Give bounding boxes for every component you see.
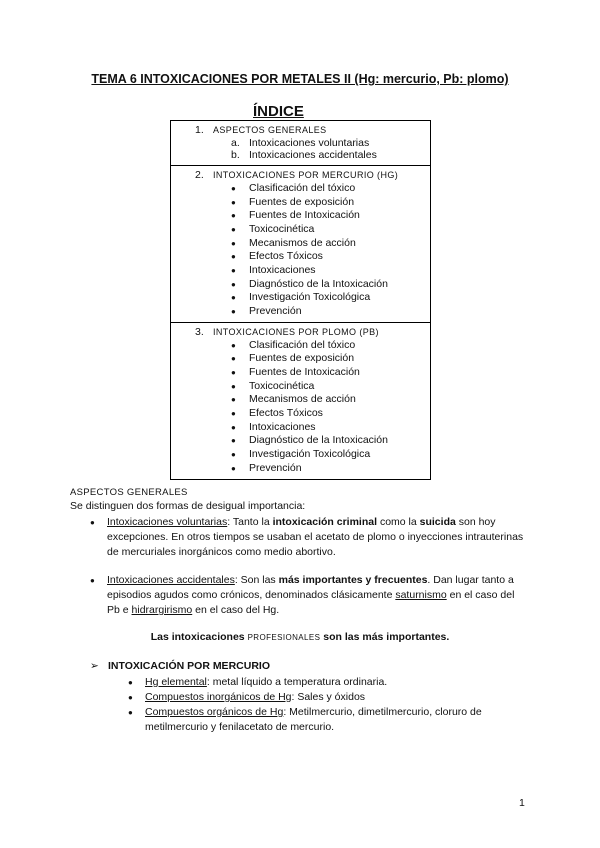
toc-item-list <box>171 339 430 476</box>
text-run: : metal líquido a temperatura ordinaria. <box>206 676 388 688</box>
toc-item <box>171 209 430 223</box>
toc-item-text: Investigación Toxicológica <box>249 448 371 461</box>
bullet-icon: ● <box>231 224 236 234</box>
bullet-icon: ● <box>231 211 236 221</box>
term: Intoxicaciones voluntarias <box>107 516 228 528</box>
toc-item <box>171 250 430 264</box>
bullet-icon: ● <box>231 279 236 289</box>
toc-section-number: 2. <box>195 169 204 182</box>
toc-item <box>171 407 430 421</box>
toc-item-text: Intoxicaciones <box>249 420 316 433</box>
toc-item <box>171 380 430 394</box>
index-title: ÍNDICE <box>253 103 304 120</box>
toc-item-text: Mecanismos de acción <box>249 393 356 406</box>
bullet-icon: ● <box>231 252 236 262</box>
bullet-icon: ● <box>231 367 236 377</box>
toc-item-text: Fuentes de exposición <box>249 195 355 208</box>
toc-section-label: INTOXICACIONES POR MERCURIO (HG) <box>213 170 399 181</box>
toc-item-text: Intoxicaciones <box>249 264 316 277</box>
bullet-icon: ● <box>128 693 133 702</box>
arrow-bullet-icon: ➢ <box>90 660 99 672</box>
bullet-icon: ● <box>231 266 236 276</box>
toc-item-text: Clasificación del tóxico <box>249 181 356 194</box>
toc-item <box>171 278 430 292</box>
toc-item <box>171 237 430 251</box>
toc-item-text: Intoxicaciones accidentales <box>249 149 377 162</box>
profesionales-note <box>0 631 600 643</box>
toc-item-text: Investigación Toxicológica <box>249 291 371 304</box>
table-of-contents <box>170 120 431 480</box>
toc-item-text: Fuentes de Intoxicación <box>249 365 360 378</box>
text-run: como la <box>377 516 420 528</box>
toc-section-2 <box>171 165 430 322</box>
toc-section-label: ASPECTOS GENERALES <box>213 125 327 135</box>
bullet-icon: ● <box>231 436 236 446</box>
list-item <box>128 675 508 690</box>
toc-item <box>171 264 430 278</box>
term: Compuestos inorgánicos de Hg <box>145 691 292 703</box>
page-number: 1 <box>519 797 525 809</box>
text-run: son las más importantes. <box>320 631 450 643</box>
document-title: TEMA 6 INTOXICACIONES POR METALES II (Hg: mercurio, Pb: plomo) <box>91 72 509 86</box>
bullet-icon: ● <box>231 381 236 391</box>
text-run: en el caso del Pb e <box>107 589 515 616</box>
toc-section-heading <box>171 326 430 339</box>
toc-item-marker: b. <box>231 149 240 162</box>
term: Compuestos orgánicos de Hg <box>145 706 284 718</box>
toc-item <box>171 305 430 319</box>
toc-item-text: Clasificación del tóxico <box>249 338 356 351</box>
bullet-text <box>107 515 530 560</box>
text-run: Las intoxicaciones <box>150 631 248 643</box>
toc-item <box>171 223 430 237</box>
toc-item-text: Prevención <box>249 461 302 474</box>
toc-section-number: 3. <box>195 325 204 338</box>
toc-item-text: Mecanismos de acción <box>249 236 356 249</box>
text-run: : Son las <box>234 574 279 586</box>
toc-item <box>171 421 430 435</box>
toc-item-text: Intoxicaciones voluntarias <box>249 136 370 149</box>
text-run: : Metilmercurio, dimetilmercurio, cloruro de metilmercurio y fenilacetato de mercurio. <box>145 706 482 733</box>
bold-run: más importantes y frecuentes <box>278 574 428 586</box>
toc-item-text: Fuentes de Intoxicación <box>249 209 360 222</box>
toc-item <box>171 448 430 462</box>
bullet-icon: ● <box>128 678 133 687</box>
list-item <box>128 705 508 735</box>
bullet-icon: ● <box>231 422 236 432</box>
toc-item <box>171 182 430 196</box>
toc-item <box>171 352 430 366</box>
bullet-icon: ● <box>231 183 236 193</box>
small-caps-run: PROFESIONALES <box>247 633 321 642</box>
text-run: : Sales y óxidos <box>291 691 366 703</box>
bullet-icon: ● <box>231 340 236 350</box>
toc-item-text: Diagnóstico de la Intoxicación <box>249 434 388 447</box>
toc-item-marker: a. <box>231 136 240 149</box>
toc-item <box>171 137 430 150</box>
underlined-run: saturnismo <box>395 589 447 601</box>
bold-run: suicida <box>419 516 456 528</box>
underlined-run: hidrargirismo <box>131 604 193 616</box>
bullet-icon: ● <box>231 409 236 419</box>
text-run: . Dan lugar tanto a episodios agudos como crónicos, denominados clásicamente <box>107 574 514 601</box>
bullet-voluntarias <box>90 515 530 560</box>
text-run: son hoy excepciones. En otros tiempos se usaban el acetato de plomo o inyecciones intrauterinas de mercuriales inorgánicos como medio abortivo. <box>107 516 524 558</box>
term: Intoxicaciones accidentales <box>107 574 235 586</box>
toc-section-number: 1. <box>195 124 204 136</box>
mercurio-list <box>128 675 508 735</box>
toc-item <box>171 339 430 353</box>
toc-item-list <box>171 182 430 319</box>
toc-section-1 <box>171 121 430 165</box>
toc-item <box>171 291 430 305</box>
toc-section-heading <box>171 169 430 182</box>
bullet-icon: ● <box>231 293 236 303</box>
toc-item-text: Efectos Tóxicos <box>249 407 323 420</box>
bullet-icon: ● <box>231 395 236 405</box>
toc-item <box>171 462 430 476</box>
toc-item-text: Prevención <box>249 305 302 318</box>
bullet-icon: ● <box>231 354 236 364</box>
toc-item <box>171 434 430 448</box>
bullet-accidentales <box>90 573 530 618</box>
bullet-icon: ● <box>90 518 95 527</box>
bullet-icon: ● <box>231 450 236 460</box>
toc-item-text: Toxicocinética <box>249 222 315 235</box>
mercurio-heading <box>90 660 270 672</box>
toc-item-text: Fuentes de exposición <box>249 352 355 365</box>
section-heading: ASPECTOS GENERALES <box>70 487 188 498</box>
list-item <box>128 690 508 705</box>
toc-item-text: Diagnóstico de la Intoxicación <box>249 277 388 290</box>
toc-section-heading <box>171 124 430 137</box>
toc-item <box>171 366 430 380</box>
bullet-icon: ● <box>231 197 236 207</box>
toc-item <box>171 393 430 407</box>
bullet-text <box>107 573 530 618</box>
toc-section-3 <box>171 322 430 479</box>
toc-section-label: INTOXICACIONES POR PLOMO (PB) <box>213 326 379 337</box>
bold-run: intoxicación criminal <box>272 516 378 528</box>
intro-paragraph: Se distinguen dos formas de desigual importancia: <box>70 500 306 512</box>
toc-item <box>171 196 430 210</box>
text-run: en el caso del Hg. <box>192 604 280 616</box>
bullet-icon: ● <box>90 576 95 585</box>
term: Hg elemental <box>145 676 207 688</box>
toc-item <box>171 149 430 162</box>
bullet-icon: ● <box>231 238 236 248</box>
toc-item-text: Toxicocinética <box>249 379 315 392</box>
toc-item-text: Efectos Tóxicos <box>249 250 323 263</box>
bullet-icon: ● <box>231 463 236 473</box>
heading-text: INTOXICACIÓN POR MERCURIO <box>108 660 270 672</box>
text-run: : Tanto la <box>227 516 273 528</box>
bullet-icon: ● <box>231 307 236 317</box>
bullet-icon: ● <box>128 708 133 717</box>
